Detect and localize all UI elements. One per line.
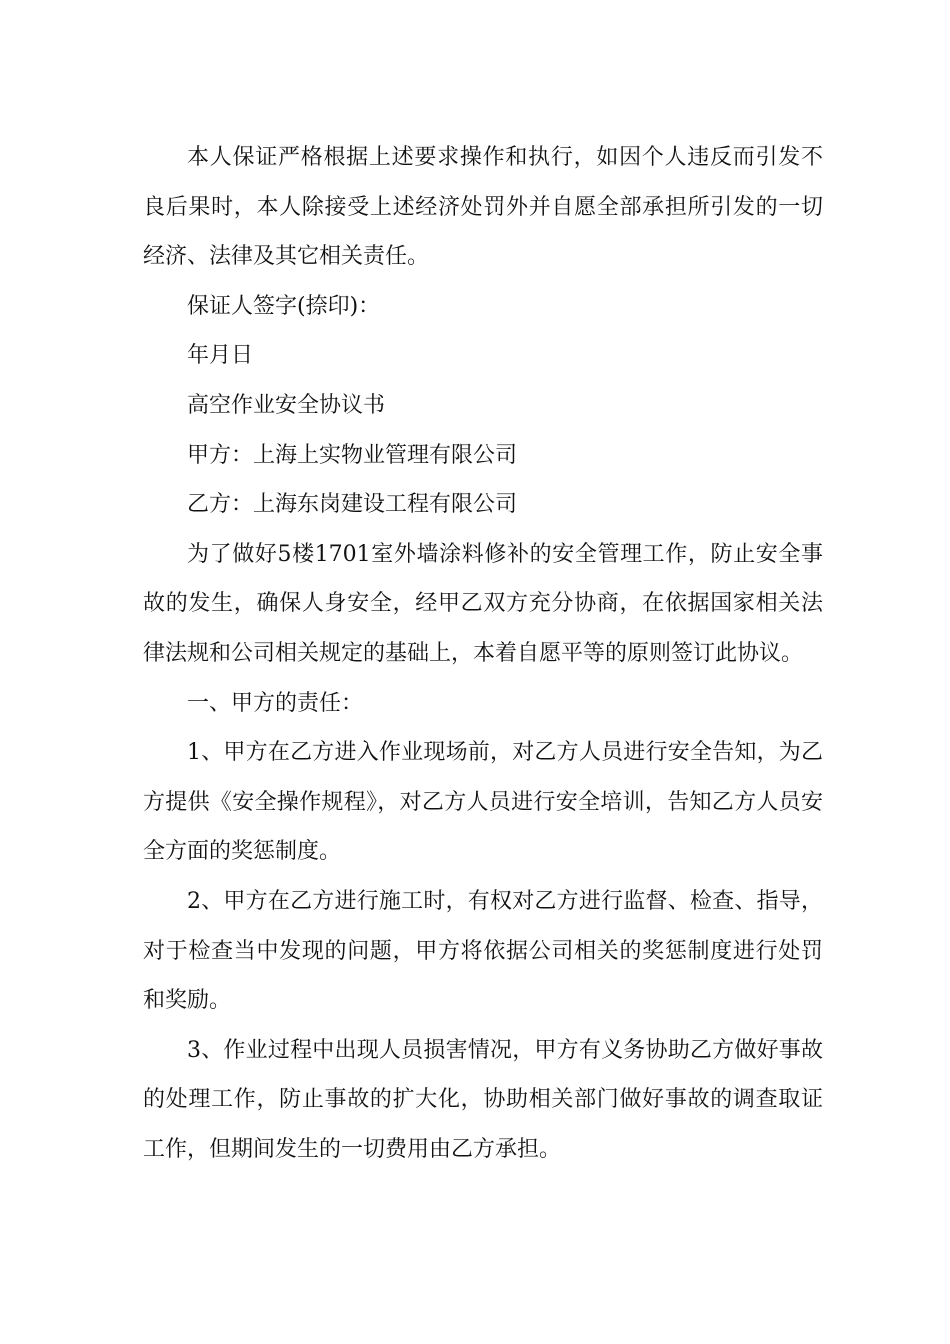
- purpose-paragraph: 为了做好5楼1701室外墙涂料修补的安全管理工作，防止安全事故的发生，确保人身安全，经甲乙双方充分协商，在依据国家相关法律法规和公司相关规定的基础上，本着自愿平等的原则签订此协议。: [143, 541, 823, 666]
- duty-item-3: 3、作业过程中出现人员损害情况，甲方有义务协助乙方做好事故的处理工作，防止事故的扩大化，协助相关部门做好事故的调查取证工作，但期间发生的一切费用由乙方承担。: [143, 1037, 823, 1162]
- guarantor-signature-line: 保证人签字(捺印)：: [187, 293, 381, 319]
- document-body: [143, 133, 823, 1174]
- date-line: 年月日: [187, 343, 254, 369]
- party-a-line: 甲方：上海上实物业管理有限公司: [187, 442, 518, 468]
- duty-item-1: 1、甲方在乙方进入作业现场前，对乙方人员进行安全告知，为乙方提供《安全操作规程》，对乙方人员进行安全培训，告知乙方人员安全方面的奖惩制度。: [143, 740, 823, 865]
- section-heading-party-a-duties: 一、甲方的责任：: [187, 690, 364, 716]
- guarantee-statement-paragraph: 本人保证严格根据上述要求操作和执行，如因个人违反而引发不良后果时，本人除接受上述经济处罚外并自愿全部承担所引发的一切经济、法律及其它相关责任。: [143, 145, 823, 270]
- party-b-line: 乙方：上海东岗建设工程有限公司: [187, 492, 518, 518]
- duty-item-2: 2、甲方在乙方进行施工时，有权对乙方进行监督、检查、指导，对于检查当中发现的问题，甲方将依据公司相关的奖惩制度进行处罚和奖励。: [143, 888, 823, 1014]
- agreement-title: 高空作业安全协议书: [187, 392, 386, 418]
